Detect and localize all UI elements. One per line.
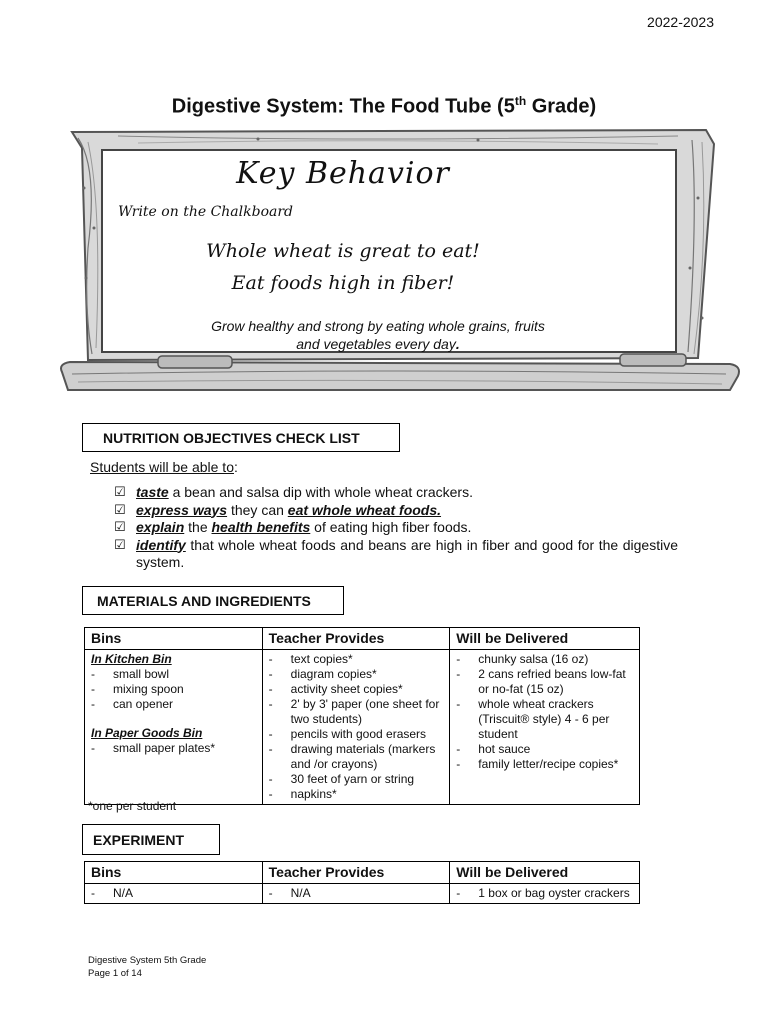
checkbox-checked-icon: ☑: [114, 537, 126, 553]
checkbox-checked-icon: ☑: [114, 502, 126, 518]
list-item: - 2 cans refried beans low-fat or no-fat (15 oz): [456, 667, 626, 696]
page-footer: Digestive System 5th Grade Page 1 of 14: [88, 955, 207, 979]
materials-heading: MATERIALS AND INGREDIENTS: [82, 586, 344, 615]
experiment-table: [84, 861, 640, 904]
list-item: - text copies*: [268, 652, 353, 666]
chalkboard-instruction: Write on the Chalkboard: [118, 204, 293, 220]
list-item: - family letter/recipe copies*: [456, 757, 619, 771]
column-header: Bins: [85, 628, 263, 650]
list-item: - N/A: [268, 886, 311, 900]
chalkboard-illustration: [58, 128, 742, 410]
bins-cell: [85, 884, 263, 904]
list-item: - 2' by 3' paper (one sheet for two students): [268, 697, 440, 726]
list-item: - activity sheet copies*: [268, 682, 403, 696]
bins-cell: [85, 650, 263, 805]
column-header: Bins: [85, 862, 263, 884]
list-item: - diagram copies*: [268, 667, 377, 681]
page-title: Digestive System: The Food Tube (5th Grade): [171, 94, 597, 118]
objective-item: ☑ express ways they can eat whole wheat foods.: [114, 501, 442, 518]
list-item: - small paper plates*: [91, 741, 216, 755]
school-year: 2022-2023: [647, 14, 714, 30]
kitchen-bin-heading: In Kitchen Bin: [91, 652, 172, 666]
chalkboard-motto: Grow healthy and strong by eating whole grains, fruits and vegetables every day.: [211, 318, 545, 352]
materials-footnote: *one per student: [88, 799, 177, 813]
list-item: - pencils with good erasers: [268, 727, 427, 741]
column-header: Teacher Provides: [262, 628, 450, 650]
objectives-intro: Students will be able to:: [90, 459, 238, 475]
key-behavior-heading: Key Behavior: [236, 156, 450, 191]
checkbox-checked-icon: ☑: [114, 520, 126, 535]
list-item: - hot sauce: [456, 742, 531, 756]
delivered-cell: [450, 650, 640, 805]
column-header: Will be Delivered: [450, 862, 640, 884]
list-item: - mixing spoon: [91, 682, 184, 696]
teacher-provides-cell: [262, 884, 450, 904]
paper-bin-heading: In Paper Goods Bin: [91, 726, 203, 740]
materials-table: [84, 627, 640, 805]
objective-item: ☑ taste a bean and salsa dip with whole wheat crackers.: [114, 484, 473, 500]
list-item: - N/A: [91, 886, 134, 900]
checkbox-checked-icon: ☑: [114, 485, 126, 500]
table-header-row: [85, 862, 640, 884]
list-item: - drawing materials (markers and /or crayons): [268, 742, 436, 771]
column-header: Will be Delivered: [450, 628, 640, 650]
table-row: [85, 650, 640, 805]
list-item: - napkins*: [268, 787, 337, 801]
list-item: - can opener: [91, 697, 174, 711]
list-item: - chunky salsa (16 oz): [456, 652, 589, 666]
delivered-cell: [450, 884, 640, 904]
objective-item: ☑ explain the health benefits of eating high fiber foods.: [114, 519, 472, 535]
chalkboard-line-2: Eat foods high in fiber!: [231, 272, 455, 294]
column-header: Teacher Provides: [262, 862, 450, 884]
list-item: - 30 feet of yarn or string: [268, 772, 415, 786]
list-item: - whole wheat crackers (Triscuit® style) 4 - 6 per student: [456, 697, 610, 741]
experiment-heading: EXPERIMENT: [82, 824, 220, 855]
list-item: - 1 box or bag oyster crackers: [456, 886, 630, 900]
list-item: - small bowl: [91, 667, 170, 681]
objective-item: ☑ identify that whole wheat foods and beans are high in fiber and good for the digestive system.: [114, 536, 678, 570]
chalkboard-line-1: Whole wheat is great to eat!: [206, 240, 480, 262]
nutrition-objectives-heading: NUTRITION OBJECTIVES CHECK LIST: [82, 423, 400, 452]
objectives-list: [114, 484, 678, 572]
table-row: [85, 884, 640, 904]
teacher-provides-cell: [262, 650, 450, 805]
table-header-row: [85, 628, 640, 650]
